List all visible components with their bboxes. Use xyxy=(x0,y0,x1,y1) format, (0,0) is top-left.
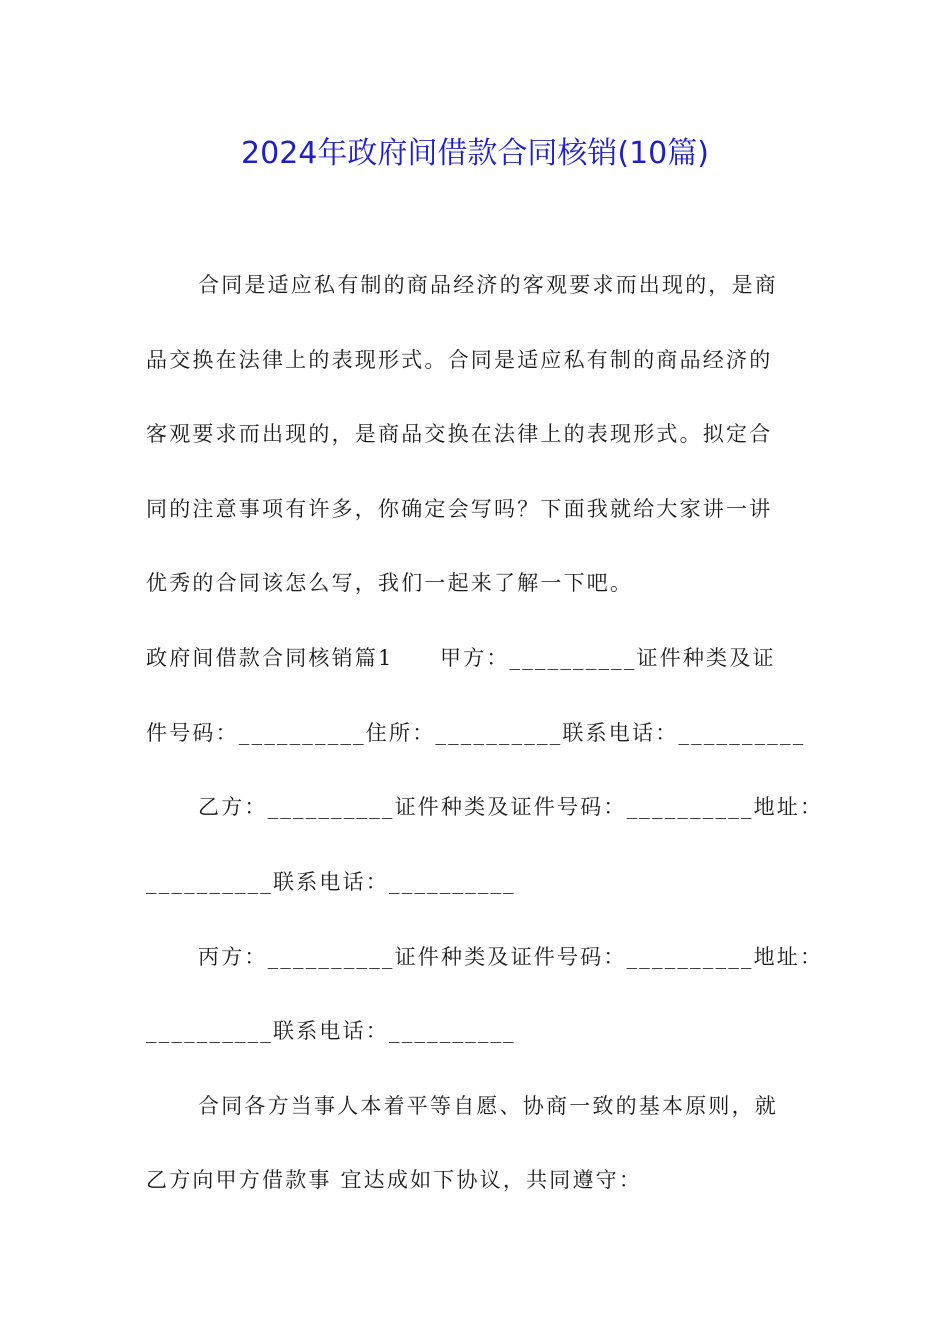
agreement-line-1: 合同各方当事人本着平等自愿、协商一致的基本原则，就 xyxy=(198,1094,778,1118)
party-b-line-2: __________联系电话：__________ xyxy=(146,870,516,894)
document-title: 2024年政府间借款合同核销(10篇) xyxy=(241,136,709,171)
paragraph-line-2: 品交换在法律上的表现形式。合同是适应私有制的商品经济的 xyxy=(146,348,773,372)
party-c-line-2: __________联系电话：__________ xyxy=(146,1019,516,1043)
paragraph-line-1: 合同是适应私有制的商品经济的客观要求而出现的，是商 xyxy=(198,273,778,297)
section-heading-line: 政府间借款合同核销篇1 甲方：__________证件种类及证 xyxy=(146,646,776,670)
party-a-line: 件号码：__________住所：__________联系电话：__________ xyxy=(146,721,806,745)
paragraph-line-3: 客观要求而出现的，是商品交换在法律上的表现形式。拟定合 xyxy=(146,422,773,446)
paragraph-line-4: 同的注意事项有许多，你确定会写吗？下面我就给大家讲一讲 xyxy=(146,497,773,521)
party-b-line-1: 乙方：__________证件种类及证件号码：__________地址： xyxy=(198,795,824,819)
agreement-line-2: 乙方向甲方借款事 宜达成如下协议，共同遵守： xyxy=(146,1168,643,1192)
party-c-line-1: 丙方：__________证件种类及证件号码：__________地址： xyxy=(198,945,824,969)
paragraph-line-5: 优秀的合同该怎么写，我们一起来了解一下吧。 xyxy=(146,571,634,595)
